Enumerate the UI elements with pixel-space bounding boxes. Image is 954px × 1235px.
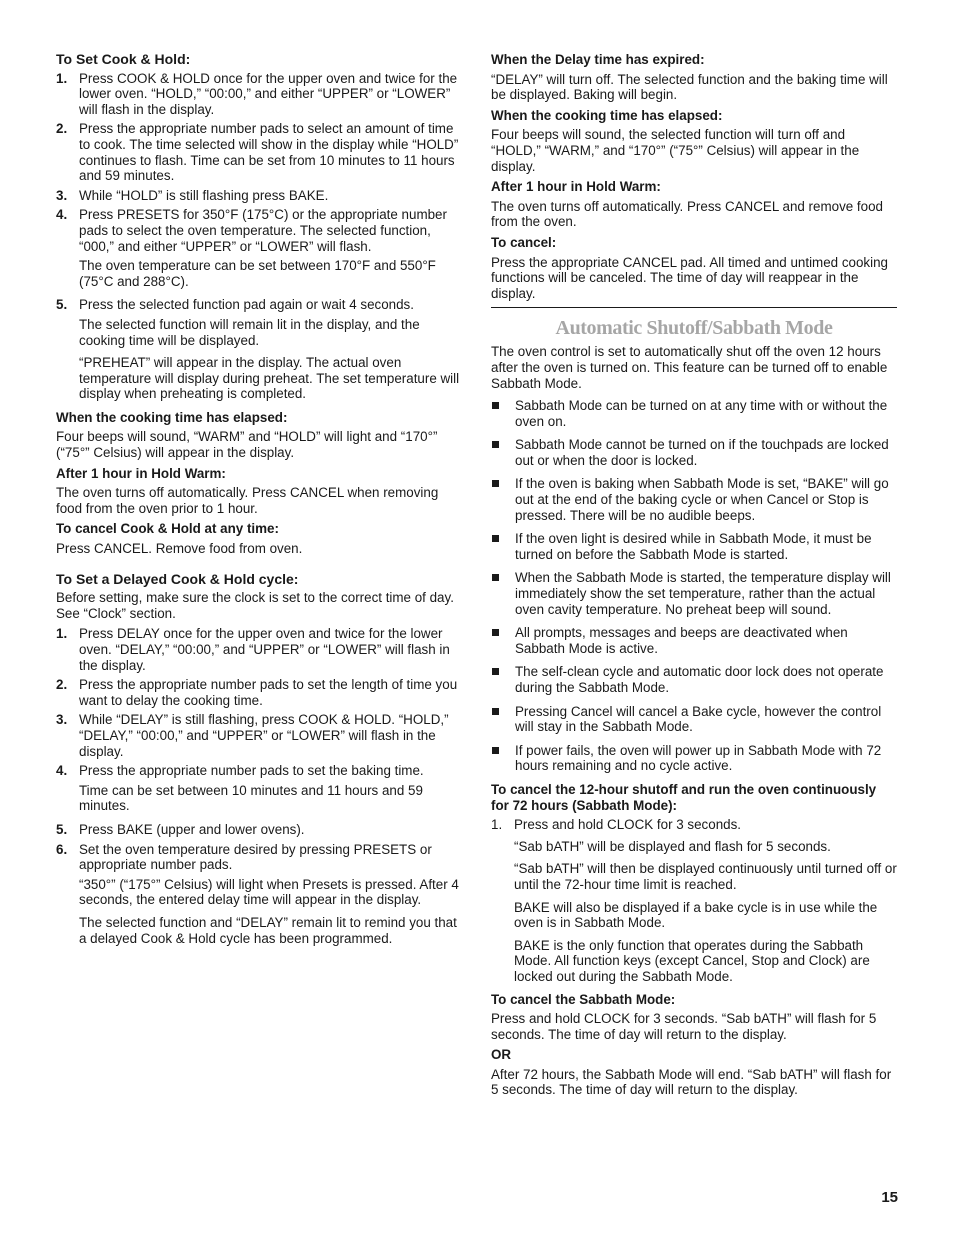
bullet-text: If the oven is baking when Sabbath Mode is set, “BAKE” will go out at the end of the baking cycle or when Cancel or Stop is pressed. There will be no audible beeps. bbox=[515, 476, 889, 523]
list-item bbox=[56, 188, 462, 204]
list-item bbox=[56, 822, 462, 838]
paragraph: Four beeps will sound, the selected function will turn off and “HOLD,” “WARM,” and “170°” (“75°” Celsius) will appear in the display. bbox=[491, 127, 860, 174]
step-number: 2. bbox=[56, 121, 68, 137]
step-note: “PREHEAT” will appear in the display. The actual oven temperature will display during preheat. The set temperature will display when preheating is completed. bbox=[79, 355, 460, 402]
bullet-square-icon bbox=[491, 531, 515, 562]
step-number: 5. bbox=[56, 297, 68, 313]
subheading: When the Delay time has expired: bbox=[491, 52, 705, 67]
paragraph: The oven control is set to automatically shut off the oven 12 hours after the oven is turned on. This feature can be turned off to enable Sabbath Mode. bbox=[491, 344, 888, 391]
step-number: 5. bbox=[56, 821, 68, 837]
step-note: The oven temperature can be set between 170°F and 550°F (75°C and 288°C). bbox=[79, 258, 436, 289]
step-text: While “DELAY” is still flashing, press COOK & HOLD. “HOLD,” “DELAY,” “00:00,” and “UPPER” or “LOWER” will flash in the display. bbox=[79, 712, 449, 759]
bullet-square-icon bbox=[491, 664, 515, 695]
step-note: Time can be set between 10 minutes and 11 hours and 59 minutes. bbox=[79, 782, 423, 814]
subheading: To cancel the Sabbath Mode: bbox=[491, 991, 676, 1007]
list-item bbox=[491, 570, 897, 617]
paragraph: “DELAY” will turn off. The selected function and the baking time will be displayed. Baking will begin. bbox=[491, 71, 888, 103]
subheading: After 1 hour in Hold Warm: bbox=[56, 465, 226, 481]
list-item bbox=[491, 476, 897, 523]
list-item bbox=[56, 842, 462, 873]
list-item bbox=[491, 398, 897, 429]
subheading: When the cooking time has elapsed: bbox=[491, 107, 723, 123]
step-note: The selected function will remain lit in the display, and the cooking time will be displayed. bbox=[79, 316, 420, 348]
bullet-square-icon bbox=[491, 743, 515, 774]
step-text: Press COOK & HOLD once for the upper oven and twice for the lower oven. “HOLD,” “00:00,” and either “UPPER” or “LOWER” will flash in the display. bbox=[79, 70, 458, 117]
step-text: While “HOLD” is still flashing press BAKE. bbox=[79, 187, 329, 203]
paragraph: Press and hold CLOCK for 3 seconds. “Sab bATH” will flash for 5 seconds. The time of day will return to the display. bbox=[491, 1011, 877, 1042]
step-number: 3. bbox=[56, 187, 68, 203]
step-number: 1. bbox=[56, 626, 68, 642]
step-number: 1. bbox=[491, 817, 503, 833]
section-heading: To Set Cook & Hold: bbox=[56, 51, 191, 67]
section-divider bbox=[491, 307, 897, 308]
step-note: BAKE is the only function that operates during the Sabbath Mode. All function keys (except Cancel, Stop and Clock) are locked out during the Sabbath Mode. bbox=[514, 937, 870, 984]
section-title: Automatic Shutoff/Sabbath Mode bbox=[555, 317, 833, 340]
step-number: 4. bbox=[56, 763, 68, 779]
bullet-square-icon bbox=[491, 437, 515, 468]
bullet-text: When the Sabbath Mode is started, the temperature display will immediately show the set temperature, rather than the actual oven cavity temperature. No preheat beep will sound. bbox=[515, 570, 891, 617]
bullet-text: The self-clean cycle and automatic door lock does not operate during the Sabbath Mode. bbox=[515, 664, 884, 695]
bullet-text: All prompts, messages and beeps are deactivated when Sabbath Mode is active. bbox=[515, 625, 848, 656]
paragraph: After 72 hours, the Sabbath Mode will end. “Sab bATH” will flash for 5 seconds. The time of day will return to the display. bbox=[491, 1066, 892, 1098]
list-item bbox=[491, 437, 897, 468]
step-text: Press the appropriate number pads to set the length of time you want to delay the cooking time. bbox=[79, 677, 458, 708]
paragraph: Before setting, make sure the clock is set to the correct time of day. See “Clock” section. bbox=[56, 590, 454, 621]
list-item bbox=[491, 817, 897, 833]
step-note: BAKE will also be displayed if a bake cycle is in use while the oven is in Sabbath Mode. bbox=[514, 899, 878, 931]
step-number: 6. bbox=[56, 841, 68, 857]
paragraph: Press CANCEL. Remove food from oven. bbox=[56, 541, 303, 557]
list-item bbox=[56, 71, 462, 118]
bullet-square-icon bbox=[491, 704, 515, 735]
subheading: To cancel: bbox=[491, 234, 557, 250]
step-text: Set the oven temperature desired by pressing PRESETS or appropriate number pads. bbox=[79, 841, 432, 873]
step-number: 1. bbox=[56, 70, 68, 86]
list-item bbox=[56, 297, 462, 313]
step-text: Press BAKE (upper and lower ovens). bbox=[79, 821, 305, 837]
paragraph: The oven turns off automatically. Press CANCEL and remove food from the oven. bbox=[491, 198, 883, 230]
paragraph: Press the appropriate CANCEL pad. All timed and untimed cooking functions will be canceled. The time of day will reappear in the display. bbox=[491, 254, 888, 301]
list-item bbox=[56, 626, 462, 673]
list-item bbox=[56, 121, 462, 183]
left-column bbox=[56, 52, 462, 950]
step-text: Press the appropriate number pads to set the baking time. bbox=[79, 763, 424, 779]
step-number: 4. bbox=[56, 207, 68, 223]
step-text: Press PRESETS for 350°F (175°C) or the appropriate number pads to select the oven temperature. The selected function, “000,” and either “UPPER” or “LOWER” will flash. bbox=[79, 207, 447, 254]
page-number: 15 bbox=[881, 1189, 898, 1206]
bullet-square-icon bbox=[491, 476, 515, 523]
step-number: 3. bbox=[56, 712, 68, 728]
bullet-text: If power fails, the oven will power up in Sabbath Mode with 72 hours remaining and no cycle active. bbox=[515, 742, 882, 774]
bullet-text: Sabbath Mode can be turned on at any time with or without the oven on. bbox=[515, 398, 888, 429]
bullet-square-icon bbox=[491, 625, 515, 656]
list-item bbox=[56, 207, 462, 254]
step-note: “350°” (“175°” Celsius) will light when Presets is pressed. After 4 seconds, the entered delay time will appear in the display. bbox=[79, 876, 459, 908]
step-note: “Sab bATH” will be displayed and flash for 5 seconds. bbox=[514, 838, 831, 854]
list-item bbox=[56, 712, 462, 759]
step-note: “Sab bATH” will then be displayed continuously until turned off or until the 72-hour time limit is reached. bbox=[514, 861, 897, 892]
step-text: Press and hold CLOCK for 3 seconds. bbox=[514, 817, 742, 833]
list-item bbox=[491, 531, 897, 562]
right-column bbox=[491, 52, 897, 1103]
list-item bbox=[491, 704, 897, 735]
list-item bbox=[491, 625, 897, 656]
list-item bbox=[56, 763, 462, 779]
step-text: Press the appropriate number pads to select an amount of time to cook. The time selected will show in the display while “HOLD” continues to flash. Time can be set from 10 minutes to 11 hours and 59 minutes. bbox=[79, 121, 459, 184]
paragraph: The oven turns off automatically. Press CANCEL when removing food from the oven prior to 1 hour. bbox=[56, 485, 439, 516]
bullet-text: Sabbath Mode cannot be turned on if the touchpads are locked out or when the door is locked. bbox=[515, 437, 889, 468]
step-text: Press the selected function pad again or wait 4 seconds. bbox=[79, 297, 414, 313]
subheading: To cancel the 12-hour shutoff and run the oven continuously for 72 hours (Sabbath Mode): bbox=[491, 781, 877, 813]
bullet-text: If the oven light is desired while in Sabbath Mode, it must be turned on before the Sabbath Mode is started. bbox=[515, 531, 872, 562]
bullet-square-icon bbox=[491, 398, 515, 429]
or-label: OR bbox=[491, 1047, 512, 1063]
paragraph: Four beeps will sound, “WARM” and “HOLD” will light and “170°” (“75°” Celsius) will appear in the display. bbox=[56, 429, 438, 461]
list-item bbox=[56, 677, 462, 708]
bullet-square-icon bbox=[491, 570, 515, 617]
bullet-text: Pressing Cancel will cancel a Bake cycle, however the control will stay in the Sabbath Mode. bbox=[515, 703, 882, 735]
subheading: To cancel Cook & Hold at any time: bbox=[56, 521, 279, 537]
list-item bbox=[491, 664, 897, 695]
subheading: When the cooking time has elapsed: bbox=[56, 409, 288, 425]
section-heading: To Set a Delayed Cook & Hold cycle: bbox=[56, 570, 299, 587]
step-note: The selected function and “DELAY” remain lit to remind you that a delayed Cook & Hold cycle has been programmed. bbox=[79, 914, 457, 946]
subheading: After 1 hour in Hold Warm: bbox=[491, 179, 661, 195]
step-text: Press DELAY once for the upper oven and twice for the lower oven. “DELAY,” “00:00,” and “UPPER” or “LOWER” will flash in the display. bbox=[79, 626, 450, 673]
list-item bbox=[491, 743, 897, 774]
step-number: 2. bbox=[56, 677, 68, 693]
